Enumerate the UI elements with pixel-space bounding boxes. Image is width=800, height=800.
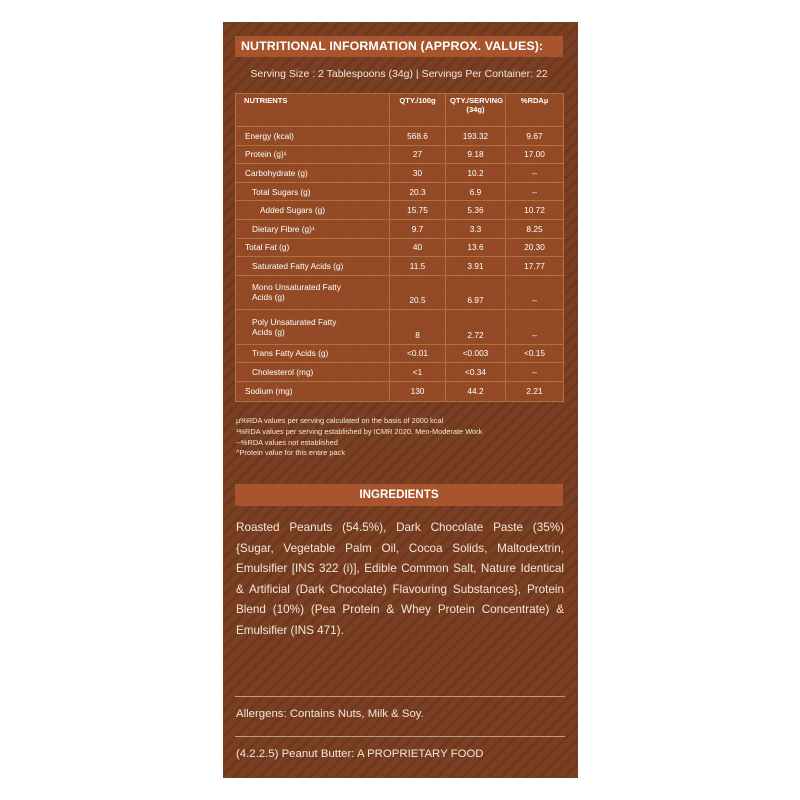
ingredients-text: Roasted Peanuts (54.5%), Dark Chocolate Paste (35%) {Sugar, Vegetable Palm Oil, Cocoa Solids, Maltodextrin, Emulsifier [INS 322 (i)], Edible Common Salt, Nature Identical & Artificial (Dark Chocolate) Flavouring Substances}, Protein Blend (10%) (Pea Protein & Whey Protein Concentrate) & Emulsifier (INS 471).	[236, 521, 564, 637]
nutrient-name: Saturated Fatty Acids (g)	[236, 257, 390, 276]
nutrient-name: Energy (kcal)	[236, 127, 390, 146]
qty-100g: 27	[390, 145, 446, 164]
rda-value: 20.30	[506, 238, 564, 257]
footnote: µ%RDA values per serving calculated on the basis of 2000 kcal	[236, 416, 444, 425]
nutrient-name: Total Sugars (g)	[236, 182, 390, 201]
table-row	[236, 363, 564, 382]
divider	[235, 736, 565, 737]
nutrient-name-line: Acids (g)	[252, 292, 285, 303]
header-qty-100g: QTY./100g	[390, 94, 446, 127]
qty-100g: 20.5	[390, 275, 446, 309]
qty-100g: 130	[390, 381, 446, 401]
rda-value: --	[506, 310, 564, 344]
qty-serving: 10.2	[446, 164, 506, 183]
table-row	[236, 381, 564, 401]
serving-info: Serving Size : 2 Tablespoons (34g) | Servings Per Container: 22	[250, 68, 548, 80]
nutrient-name	[236, 310, 390, 344]
rda-footnotes	[236, 416, 566, 459]
rda-value: 8.25	[506, 219, 564, 238]
allergens-text: Allergens: Contains Nuts, Milk & Soy.	[236, 708, 424, 720]
qty-serving: 13.6	[446, 238, 506, 257]
qty-100g: 9.7	[390, 219, 446, 238]
nutrition-table	[235, 93, 564, 402]
qty-serving: 193.32	[446, 127, 506, 146]
table-row	[236, 182, 564, 201]
table-row	[236, 201, 564, 220]
nutrient-name	[236, 275, 390, 309]
footnote: ^Protein value for this entire pack	[236, 448, 346, 458]
table-row	[236, 127, 564, 146]
qty-serving: 3.3	[446, 219, 506, 238]
qty-100g: 20.3	[390, 182, 446, 201]
qty-100g: <1	[390, 363, 446, 382]
table-row	[236, 164, 564, 183]
rda-value: 2.21	[506, 381, 564, 401]
rda-value: --	[506, 363, 564, 382]
qty-serving: 3.91	[446, 257, 506, 276]
qty-100g: 30	[390, 164, 446, 183]
rda-value: <0.15	[506, 344, 564, 363]
rda-value: 17.77	[506, 257, 564, 276]
nutrient-name: Added Sugars (g)	[236, 201, 390, 220]
header-qty-serving-sub: (34g)	[466, 104, 485, 114]
table-row	[236, 344, 564, 363]
header-nutrients: NUTRIENTS	[236, 94, 390, 127]
nutrient-name: Carbohydrate (g)	[236, 164, 390, 183]
header-rda: %RDAµ	[506, 94, 564, 127]
rda-value: 9.67	[506, 127, 564, 146]
footnote: ¹%RDA values per serving established by ICMR 2020, Men-Moderate Work	[236, 426, 483, 436]
qty-serving: 9.18	[446, 145, 506, 164]
header-qty-serving	[446, 94, 506, 127]
nutrient-name-line: Acids (g)	[252, 326, 285, 337]
table-row	[236, 310, 564, 344]
qty-100g: 15.75	[390, 201, 446, 220]
ingredients-title: INGREDIENTS	[235, 484, 563, 506]
qty-serving: 6.97	[446, 275, 506, 309]
nutrient-name: Sodium (mg)	[236, 381, 390, 401]
qty-serving: 44.2	[446, 381, 506, 401]
divider	[235, 696, 565, 697]
qty-100g: 40	[390, 238, 446, 257]
rda-value: 17.00	[506, 145, 564, 164]
nutrient-name-line: Mono Unsaturated Fatty	[252, 282, 342, 293]
table-row	[236, 275, 564, 309]
nutrition-label-panel	[223, 22, 578, 778]
nutrient-name: Total Fat (g)	[236, 238, 390, 257]
qty-serving: <0.003	[446, 344, 506, 363]
rda-value: --	[506, 164, 564, 183]
qty-100g: 8	[390, 310, 446, 344]
rda-value: --	[506, 275, 564, 309]
rda-value: 10.72	[506, 201, 564, 220]
footnote: --%RDA values not established	[236, 437, 338, 447]
qty-serving: 2.72	[446, 310, 506, 344]
table-row	[236, 145, 564, 164]
nutrient-name: Dietary Fibre (g)¹	[236, 219, 390, 238]
table-header-row	[236, 94, 564, 127]
nutrient-name: Trans Fatty Acids (g)	[236, 344, 390, 363]
nutrition-title: NUTRITIONAL INFORMATION (APPROX. VALUES):	[235, 36, 563, 57]
qty-100g: <0.01	[390, 344, 446, 363]
qty-serving: <0.34	[446, 363, 506, 382]
header-qty-serving-label: QTY./SERVING	[450, 96, 504, 105]
table-row	[236, 257, 564, 276]
qty-100g: 11.5	[390, 257, 446, 276]
food-category-note: (4.2.2.5) Peanut Butter: A PROPRIETARY FOOD	[236, 748, 484, 760]
qty-100g: 568.6	[390, 127, 446, 146]
qty-serving: 5.36	[446, 201, 506, 220]
table-row	[236, 219, 564, 238]
nutrient-name: Protein (g)¹	[236, 145, 390, 164]
qty-serving: 6.9	[446, 182, 506, 201]
rda-value: --	[506, 182, 564, 201]
table-row	[236, 238, 564, 257]
nutrient-name: Cholesterol (mg)	[236, 363, 390, 382]
nutrient-name-line: Poly Unsaturated Fatty	[252, 316, 337, 327]
